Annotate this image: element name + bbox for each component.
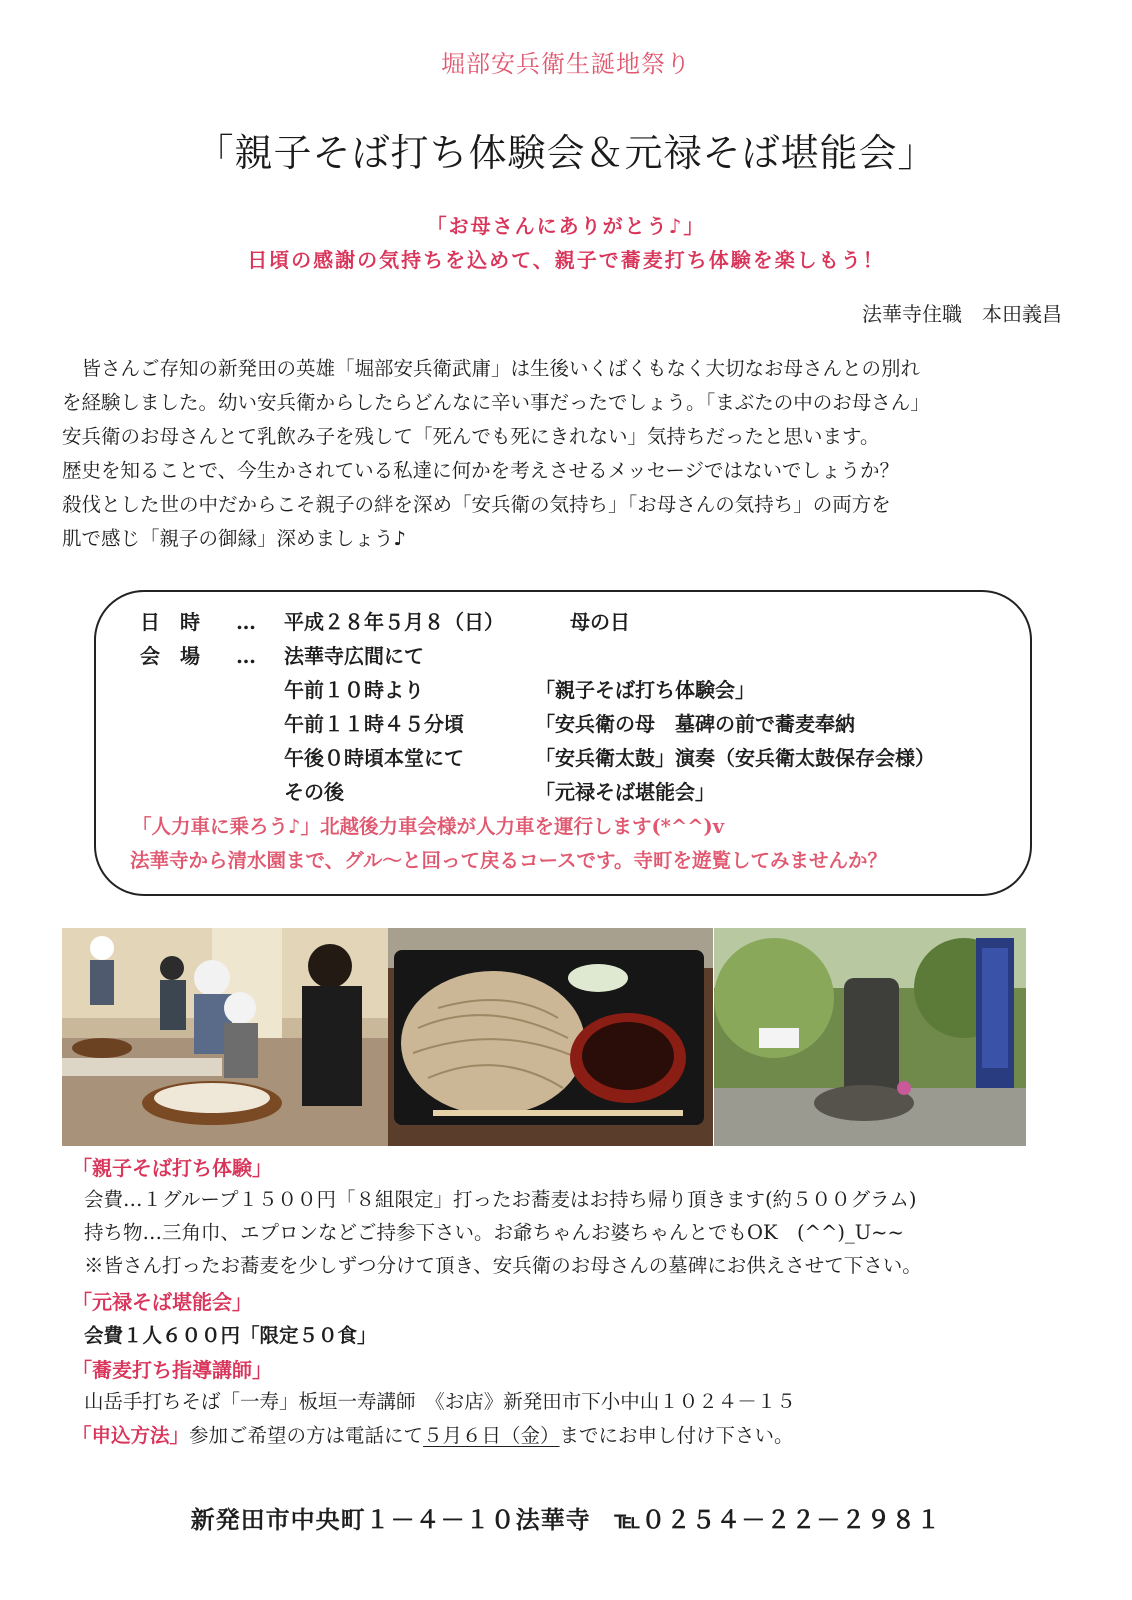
intro-line: を経験しました。幼い安兵衛からしたらどんなに辛い事だったでしょう。「まぶたの中のお母さん」	[62, 391, 930, 414]
date-note: 母の日	[570, 610, 630, 634]
schedule-item	[140, 673, 1030, 707]
festival-name: 堀部安兵衛生誕地祭り	[441, 50, 691, 78]
intro-paragraph	[62, 352, 1082, 556]
section-title-genroku: 「元禄そば堪能会」	[72, 1290, 252, 1314]
date-value: 平成２８年５月８（日）	[284, 610, 504, 634]
schedule-event: 「元禄そば堪能会」	[535, 780, 715, 804]
author: 法華寺住職 本田義昌	[862, 302, 1062, 326]
section-title-instructor: 「蕎麦打ち指導講師」	[72, 1358, 272, 1382]
application-deadline: ５月６日（金）	[423, 1424, 560, 1447]
photo-memorial-stone	[714, 928, 1026, 1146]
intro-line: 肌で感じ「親子の御縁」深めましょう♪	[62, 527, 406, 550]
genroku-fee: 会費１人６００円「限定５０食」	[84, 1324, 377, 1347]
schedule-time: その後	[284, 780, 344, 804]
schedule-item	[140, 741, 1030, 775]
application-text-end: までにお申し付け下さい。	[559, 1424, 794, 1447]
schedule-time: 午前１１時４５分頃	[284, 712, 464, 736]
subtitle-thanks: 「お母さんにありがとう♪」	[426, 214, 706, 238]
venue-value: 法華寺広間にて	[284, 644, 424, 668]
belongings-line: 持ち物…三角巾、エプロンなどご持参下さい。お爺ちゃんお婆ちゃんとでもOK (^^)_U~~	[84, 1221, 904, 1244]
schedule-event: 「安兵衛太鼓」演奏（安兵衛太鼓保存会様）	[535, 746, 935, 770]
intro-line: 皆さんご存知の新発田の英雄「堀部安兵衛武庸」は生後いくばくもなく大切なお母さんとの別れ	[62, 357, 921, 380]
photo-zaru-soba-illustration	[388, 928, 713, 1146]
rickshaw-note: 「人力車に乗ろう♪」北越後力車会様が人力車を運行します(*^^)v	[132, 815, 725, 838]
dots: …	[236, 610, 256, 634]
schedule-event: 「親子そば打ち体験会」	[535, 678, 755, 702]
intro-line: 歴史を知ることで、今生かされている私達に何かを考えさせるメッセージではないでしょうか？	[62, 459, 899, 482]
photo-zaru-soba	[388, 928, 713, 1146]
footer-contact	[0, 1500, 1132, 1535]
phone-icon: ℡	[614, 1505, 642, 1534]
photo-soba-making-illustration	[62, 928, 388, 1146]
dots: …	[236, 644, 256, 668]
schedule-venue-row	[140, 639, 1030, 673]
schedule-date-row	[140, 605, 1030, 639]
intro-line: 殺伐とした世の中だからこそ親子の絆を深め「安兵衛の気持ち」「お母さんの気持ち」の両方を	[62, 493, 891, 516]
intro-line: 安兵衛のお母さんとて乳飲み子を残して「死んでも死にきれない」気持ちだったと思います。	[62, 425, 880, 448]
date-label: 日 時	[140, 610, 200, 634]
venue-label: 会 場	[140, 644, 200, 668]
schedule-item	[140, 707, 1030, 741]
section-title-soba-experience: 「親子そば打ち体験」	[72, 1156, 272, 1180]
page-title: 「親子そば打ち体験会＆元禄そば堪能会」	[195, 131, 937, 175]
instructor-line: 山岳手打ちそば「一寿」板垣一寿講師 《お店》新発田市下小中山１０２４－１５	[84, 1390, 796, 1413]
schedule-event: 「安兵衛の母 墓碑の前で蕎麦奉納	[535, 712, 855, 736]
subtitle-message: 日頃の感謝の気持ちを込めて、親子で蕎麦打ち体験を楽しもう！	[247, 248, 885, 272]
application-text: 参加ご希望の方は電話にて	[189, 1424, 424, 1447]
footer-phone[interactable]: ０２５４－２２－２９８１	[641, 1505, 942, 1534]
application-line	[72, 1420, 794, 1448]
photo-memorial-stone-illustration	[714, 928, 1026, 1146]
schedule-item	[140, 775, 1030, 809]
offering-note: ※皆さん打ったお蕎麦を少しずつ分けて頂き、安兵衛のお母さんの墓碑にお供えさせて下さい。	[84, 1254, 922, 1277]
section-title-application: 「申込方法」	[72, 1424, 190, 1447]
photo-soba-making	[62, 928, 388, 1146]
footer-address: 新発田市中央町１－４－１０法華寺	[190, 1505, 591, 1534]
rickshaw-route-note: 法華寺から清水園まで、グル～と回って戻るコースです。寺町を遊覧してみませんか？	[130, 849, 887, 872]
schedule-time: 午後０時頃本堂にて	[284, 746, 464, 770]
fee-line: 会費…１グループ１５００円「８組限定」打ったお蕎麦はお持ち帰り頂きます(約５００グラム)	[84, 1188, 917, 1211]
schedule-time: 午前１０時より	[284, 678, 424, 702]
